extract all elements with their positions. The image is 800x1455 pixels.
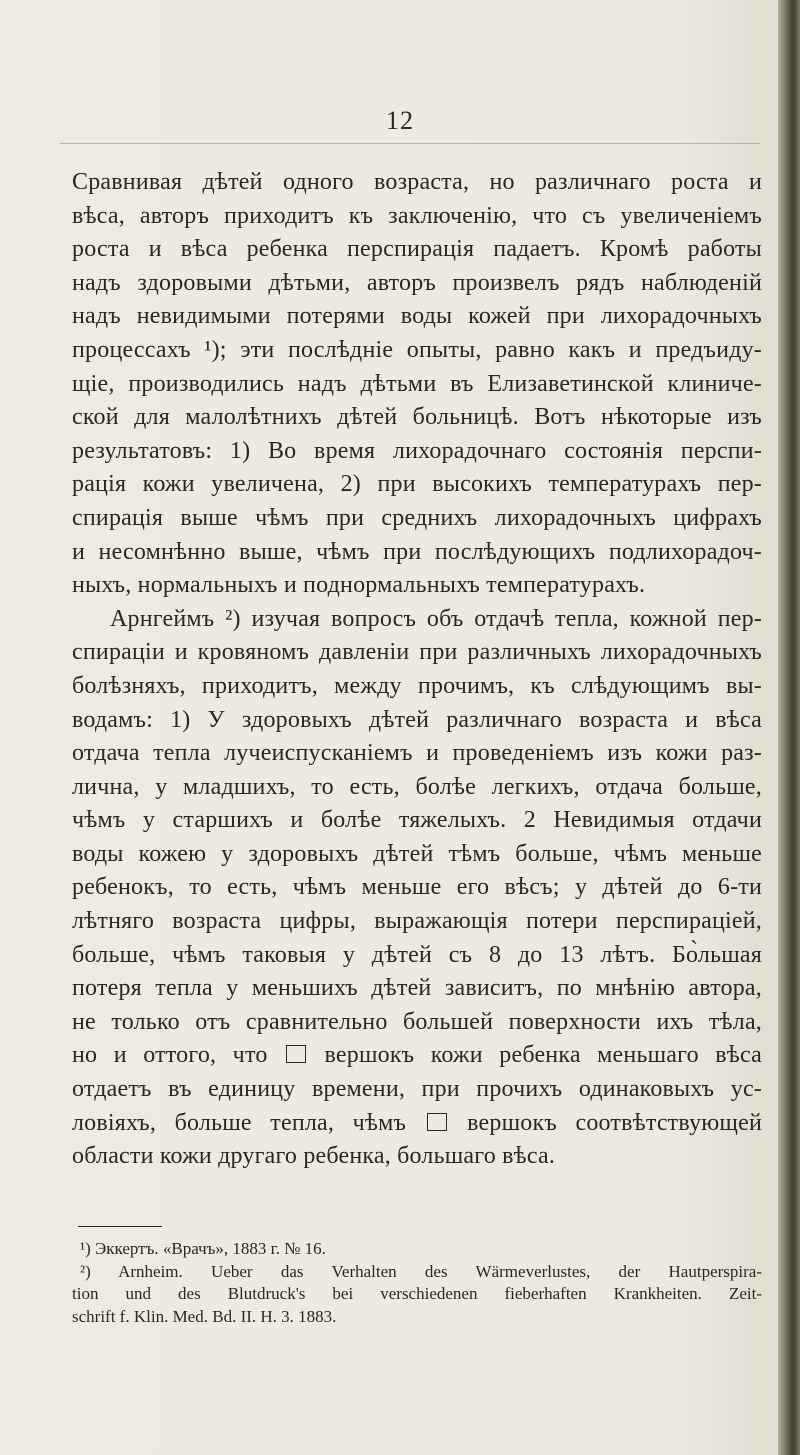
- text-line: спирація выше чѣмъ при среднихъ лихорадочныхъ цифрахъ: [72, 504, 762, 531]
- text-line: ребенокъ, то есть, чѣмъ меньше его вѣсъ; у дѣтей до 6-ти: [72, 874, 762, 901]
- footnote-line: ²) Arnheim. Ueber das Verhalten des Wärmeverlustes, der Hautperspira-: [80, 1261, 762, 1281]
- text-line: отдаетъ въ единицу времени, при прочихъ одинаковыхъ ус-: [72, 1076, 762, 1103]
- text-line: ской для малолѣтнихъ дѣтей больницѣ. Вотъ нѣкоторые изъ: [72, 404, 762, 431]
- text-line: [72, 1107, 762, 1141]
- header-rule: [60, 143, 760, 144]
- text-line: не только отъ сравнительно большей поверхности ихъ тѣла,: [72, 1008, 762, 1035]
- text-fragment: вершокъ кожи ребенка меньшаго вѣса: [324, 1042, 763, 1069]
- body-text: [72, 166, 762, 1174]
- text-line: Арнгеймъ ²) изучая вопросъ объ отдачѣ тепла, кожной пер-: [110, 605, 762, 632]
- footnote-line: ¹) Эккертъ. «Врачъ», 1883 г. № 16.: [80, 1239, 326, 1258]
- text-fragment: вершокъ соотвѣтствующей: [467, 1109, 762, 1136]
- square-symbol: [286, 1045, 306, 1063]
- text-line: и несомнѣнно выше, чѣмъ при послѣдующихъ подлихорадоч-: [72, 538, 762, 565]
- footnote-line: schrift f. Klin. Med. Bd. II. H. 3. 1883.: [72, 1306, 337, 1326]
- footnotes: [72, 1238, 762, 1328]
- text-line: болѣзняхъ, приходитъ, между прочимъ, къ слѣдующимъ вы-: [72, 672, 762, 699]
- text-line: отдача тепла лучеиспусканіемъ и проведеніемъ изъ кожи раз-: [72, 740, 762, 767]
- text-line: больше, чѣмъ таковыя у дѣтей съ 8 до 13 лѣтъ. Бо̀льшая: [72, 941, 762, 968]
- text-line: вѣса, авторъ приходитъ къ заключенію, что съ увеличеніемъ: [72, 202, 762, 229]
- text-line: лична, у младшихъ, то есть, болѣе легкихъ, отдача больше,: [72, 773, 762, 800]
- text-line: роста и вѣса ребенка перспирація падаетъ. Кромѣ работы: [72, 236, 762, 263]
- footnote-line: tion und des Blutdruck's bei verschiedenen fieberhaften Krankheiten. Zeit-: [72, 1284, 762, 1303]
- text-fragment: ловіяхъ, больше тепла, чѣмъ: [72, 1109, 407, 1136]
- text-line: рація кожи увеличена, 2) при высокихъ температурахъ пер-: [72, 471, 762, 498]
- text-line: области кожи другаго ребенка, большаго вѣса.: [72, 1143, 556, 1170]
- square-symbol: [427, 1113, 447, 1131]
- text-line: Сравнивая дѣтей одного возраста, но различнаго роста и: [72, 169, 762, 195]
- text-line: потеря тепла у меньшихъ дѣтей зависитъ, по мнѣнію автора,: [72, 975, 762, 1002]
- page-number: 12: [386, 106, 414, 135]
- text-line: результатовъ: 1) Во время лихорадочнаго состоянія перспи-: [72, 437, 762, 464]
- text-line: [72, 1039, 762, 1073]
- text-line: спираціи и кровяномъ давленіи при различныхъ лихорадочныхъ: [72, 639, 762, 666]
- text-line: воды кожею у здоровыхъ дѣтей тѣмъ больше, чѣмъ меньше: [72, 840, 762, 867]
- text-line: надъ здоровыми дѣтьми, авторъ произвелъ рядъ наблюденій: [72, 269, 762, 296]
- footnote-rule: [78, 1226, 162, 1227]
- text-line: лѣтняго возраста цифры, выражающія потери перспираціей,: [72, 908, 762, 935]
- text-line: чѣмъ у старшихъ и болѣе тяжелыхъ. 2 Невидимыя отдачи: [72, 807, 762, 834]
- text-line: процессахъ ¹); эти послѣдніе опыты, равно какъ и предъиду-: [72, 336, 762, 363]
- text-line: надъ невидимыми потерями воды кожей при лихорадочныхъ: [72, 303, 762, 330]
- text-line: водамъ: 1) У здоровыхъ дѣтей различнаго возраста и вѣса: [72, 706, 762, 733]
- text-line: ныхъ, нормальныхъ и поднормальныхъ температурахъ.: [72, 572, 646, 599]
- page-edge-binding: [778, 0, 800, 1455]
- text-fragment: но и оттого, что: [72, 1042, 268, 1069]
- text-line: щіе, производились надъ дѣтьми въ Елизаветинской клиниче-: [72, 370, 762, 397]
